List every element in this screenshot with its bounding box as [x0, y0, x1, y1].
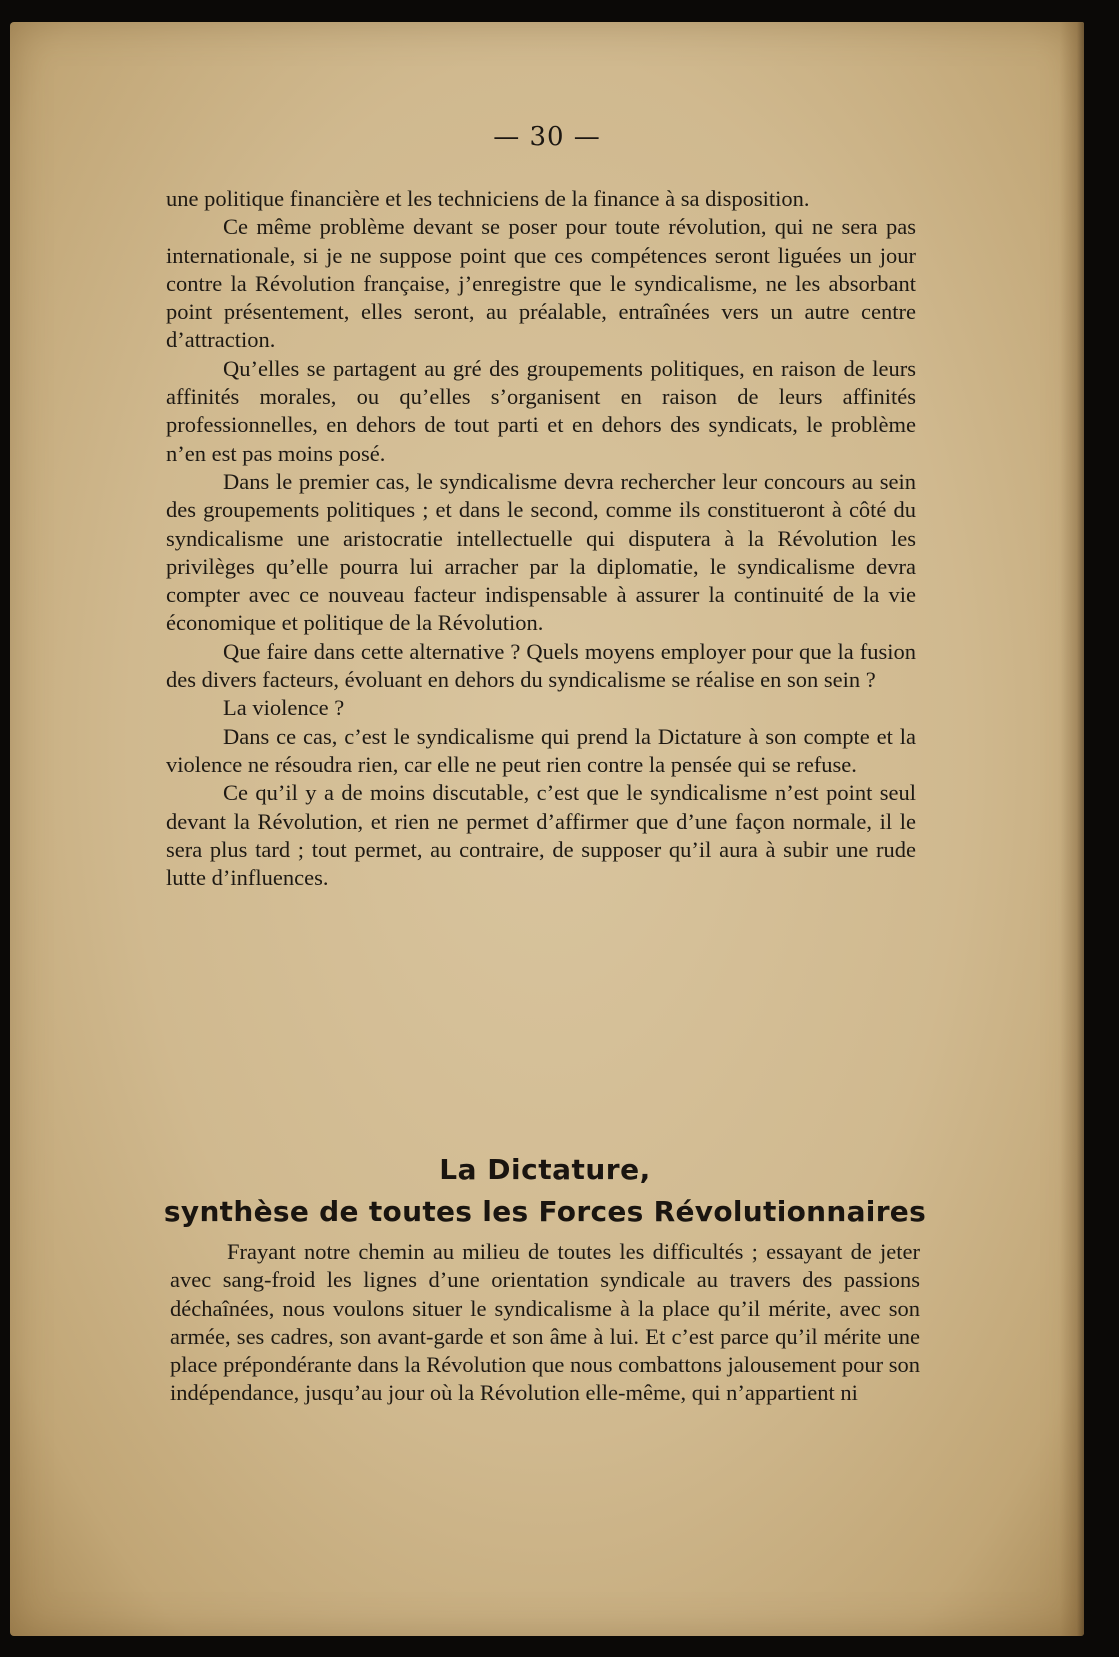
paragraph: La violence ?	[223, 695, 345, 721]
section-subtitle: synthèse de toutes les Forces Révolutionnaires	[163, 1195, 927, 1228]
book-page	[10, 22, 1084, 1636]
section-heading	[160, 1150, 930, 1234]
paragraph: Dans le premier cas, le syndicalisme devra rechercher leur concours au sein des groupements politiques ; et dans le second, comme ils constitueront à côté du syndicalisme une aristocratie intellectuelle qui disputera à la Révolution les privilèges qu’elle pourra lui arracher par la diplomatie, le syndicalisme devra compter avec ce nouveau facteur indispensable à assurer la continuité de la vie économique et politique de la Révolution.	[166, 468, 916, 636]
paragraph: Qu’elles se partagent au gré des groupements politiques, en raison de leurs affinités morales, ou qu’elles s’organisent en raison de leurs affinités professionnelles, en dehors de tout parti et en dehors des syndicats, le problème n’en est pas moins posé.	[166, 355, 916, 466]
paragraph: Ce qu’il y a de moins discutable, c’est que le syndicalisme n’est point seul devant la Révolution, et rien ne permet d’affirmer que d’une façon normale, il le sera plus tard ; tout permet, au contraire, de supposer qu’il aura à subir une rude lutte d’influences.	[166, 780, 916, 891]
paragraph: Frayant notre chemin au milieu de toutes les difficultés ; essayant de jeter avec sang-froid les lignes d’une orientation syndicale au travers des passions déchaînées, nous voulons situer le syndicalisme à la place qu’il mérite, avec son armée, ses cadres, son avant-garde et son âme à lui. Et c’est parce qu’il mérite une place prépondérante dans la Révolution que nous combattons jalousement pour son indépendance, jusqu’au jour où la Révolution elle-même, qui n’appartient ni	[170, 1239, 920, 1406]
body-text	[166, 185, 916, 892]
paragraph: Que faire dans cette alternative ? Quels moyens employer pour que la fusion des divers facteurs, évoluant en dehors du syndicalisme se réalise en son sein ?	[166, 638, 916, 693]
paragraph: une politique financière et les techniciens de la finance à sa disposition.	[166, 186, 810, 211]
paragraph: Ce même problème devant se poser pour toute révolution, qui ne sera pas internationale, si je ne suppose point que ces compétences seront liguées un jour contre la Révolution française, j’enregistre que le syndicalisme, ne les absorbant point présentement, elles seront, au préalable, entraînées vers un autre centre d’attraction.	[166, 214, 916, 353]
paragraph: Dans ce cas, c’est le syndicalisme qui prend la Dictature à son compte et la violence ne résoudra rien, car elle ne peut rien contre la pensée qui se refuse.	[166, 723, 916, 777]
page-edge-shadow	[1060, 22, 1084, 1636]
section-title: La Dictature,	[439, 1153, 651, 1186]
section-body-text	[170, 1238, 920, 1408]
page-number: — 30 —	[493, 122, 601, 152]
